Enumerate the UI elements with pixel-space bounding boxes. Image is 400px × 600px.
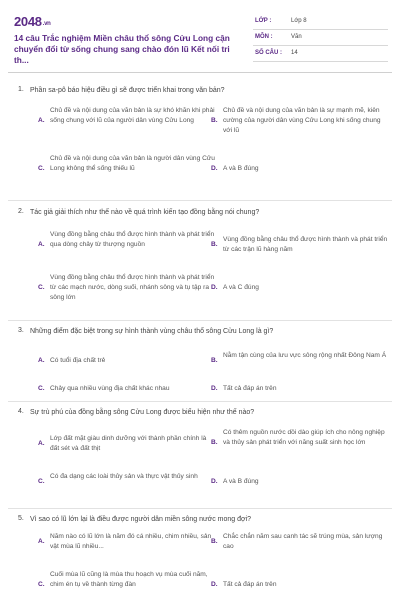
meta-row-count — [253, 46, 388, 62]
option-a[interactable] — [38, 356, 218, 368]
option-letter: C. — [38, 581, 45, 588]
option-letter: B. — [211, 117, 218, 124]
option-letter: B. — [211, 538, 218, 545]
option-c[interactable] — [38, 472, 218, 494]
meta-label: MÔN : — [255, 34, 273, 40]
option-text: Chảy qua nhiều vùng địa chất khác nhau — [50, 385, 170, 392]
option-b[interactable] — [211, 351, 391, 373]
option-letter: A. — [38, 357, 45, 364]
option-a[interactable] — [38, 434, 218, 456]
option-text: Có thêm nguồn nước dồi dào giúp ích cho nông nghiệp và thủy sản phát triển với năng suất sinh học lớn — [223, 429, 385, 446]
logo-suffix: .vn — [42, 21, 51, 27]
question-number: 2. — [18, 208, 24, 215]
option-d[interactable] — [211, 154, 391, 184]
option-text: A và B đúng — [223, 165, 259, 172]
option-text: A và C đúng — [223, 284, 259, 291]
option-b[interactable] — [211, 532, 391, 554]
option-text: A và B đúng — [223, 478, 259, 485]
option-text: Cuối mùa lũ cũng là mùa thu hoạch vụ mùa cuối năm, chim én tụ về thành từng đàn — [50, 571, 208, 588]
question-text: Sự trù phú của đồng bằng sông Cửu Long được biểu hiện như thế nào? — [30, 409, 255, 416]
question-number: 4. — [18, 408, 24, 415]
logo-text: 2048 — [14, 14, 42, 29]
option-letter: C. — [38, 385, 45, 392]
meta-table — [253, 14, 388, 62]
meta-label: LỚP : — [255, 18, 272, 24]
option-letter: D. — [211, 165, 218, 172]
question-divider — [8, 401, 392, 402]
option-letter: A. — [38, 117, 45, 124]
meta-label: SỐ CÂU : — [255, 50, 282, 56]
option-b[interactable] — [211, 106, 391, 136]
header-divider — [8, 72, 392, 73]
question-2 — [8, 208, 392, 318]
option-text: Vùng đồng bằng châu thổ được hình thành và phát triển qua dòng chảy từ thượng nguồn — [50, 231, 215, 248]
option-d[interactable] — [211, 384, 391, 396]
option-d[interactable] — [211, 580, 391, 592]
question-number: 3. — [18, 327, 24, 334]
question-text: Vì sao có lũ lớn lại là điều được người dân miền sông nước mong đợi? — [30, 516, 252, 523]
meta-value: Lớp 8 — [291, 18, 307, 24]
option-text: Vùng đồng bằng châu thổ được hình thành và phát triển từ các mạch nước, dòng suối, nhánh sông và tụ tập ra sông lớn — [50, 274, 215, 301]
site-logo[interactable] — [14, 14, 51, 29]
question-text: Tác giả giải thích như thế nào về quá trình kiến tạo đồng bằng nói chung? — [30, 209, 260, 216]
option-text: Vùng đồng bằng châu thổ được hình thành và phát triển từ các trận lũ hàng năm — [223, 236, 388, 253]
option-text: Chắc chắn năm sau canh tác sẽ trúng mùa, sản lượng cao — [223, 533, 383, 550]
option-letter: C. — [38, 478, 45, 485]
option-text: Tất cả đáp án trên — [223, 385, 277, 392]
question-text: Phần sa-pô báo hiệu điều gì sẽ được triển khai trong văn bản? — [30, 87, 225, 94]
option-letter: C. — [38, 165, 45, 172]
option-text: Chủ đề và nội dung của văn bản là sự mạnh mẽ, kiên cường của người dân vùng Cửu Long khi sống chung với lũ — [223, 107, 381, 134]
option-letter: B. — [211, 439, 218, 446]
option-c[interactable] — [38, 384, 218, 396]
option-text: Chủ đề và nội dung của văn bản là sự khó khăn khi phải sống chung với lũ của người dân vùng Cửu Long — [50, 107, 215, 124]
option-a[interactable] — [38, 532, 218, 554]
option-a[interactable] — [38, 230, 218, 260]
option-text: Tất cả đáp án trên — [223, 581, 277, 588]
option-c[interactable] — [38, 154, 218, 184]
option-letter: D. — [211, 581, 218, 588]
question-text: Những điểm đặc biệt trong sự hình thành vùng châu thổ sông Cửu Long là gì? — [30, 328, 274, 335]
question-4 — [8, 408, 392, 504]
option-text: Có đa dạng các loài thủy sản và thực vật thủy sinh — [50, 473, 198, 480]
question-divider — [8, 320, 392, 321]
option-text: Chủ đề và nội dung của văn bản là người dân vùng Cửu Long không thể sống thiếu lũ — [50, 155, 215, 172]
option-letter: C. — [38, 284, 45, 291]
option-text: Lớp đất mặt giàu dinh dưỡng với thành phần chính là đất sét và đất thịt — [50, 435, 207, 452]
option-text: Năm nào có lũ lớn là năm đó cá nhiều, chim nhiều, sản vật mùa lũ nhiều... — [50, 533, 212, 550]
option-c[interactable] — [38, 273, 218, 303]
option-a[interactable] — [38, 106, 218, 136]
option-letter: D. — [211, 478, 218, 485]
question-number: 1. — [18, 86, 24, 93]
option-c[interactable] — [38, 570, 218, 600]
option-letter: B. — [211, 357, 218, 364]
option-letter: B. — [211, 241, 218, 248]
option-letter: A. — [38, 440, 45, 447]
header — [8, 8, 392, 66]
option-b[interactable] — [211, 428, 391, 458]
worksheet-page — [8, 8, 392, 600]
option-d[interactable] — [211, 477, 391, 489]
meta-row-class — [253, 14, 388, 30]
option-text: Có tuổi địa chất trẻ — [50, 357, 106, 364]
question-3 — [8, 327, 392, 401]
meta-value: 14 — [291, 50, 298, 56]
option-letter: D. — [211, 385, 218, 392]
meta-row-subject — [253, 30, 388, 46]
meta-value: Văn — [291, 34, 302, 40]
option-b[interactable] — [211, 235, 391, 255]
question-number: 5. — [18, 515, 24, 522]
option-text: Nằm tận cùng của lưu vực sông rộng nhất Đông Nam Á — [223, 352, 387, 359]
question-5 — [8, 515, 392, 600]
document-title: 14 câu Trắc nghiệm Miền châu thổ sông Cửu Long cận chuyển đổi từ sống chung sang chào đón lũ Kết nối tri th... — [14, 33, 230, 65]
option-letter: A. — [38, 538, 45, 545]
option-letter: D. — [211, 284, 218, 291]
question-divider — [8, 200, 392, 201]
question-divider — [8, 508, 392, 509]
option-d[interactable] — [211, 273, 391, 303]
option-letter: A. — [38, 241, 45, 248]
question-1 — [8, 86, 392, 194]
